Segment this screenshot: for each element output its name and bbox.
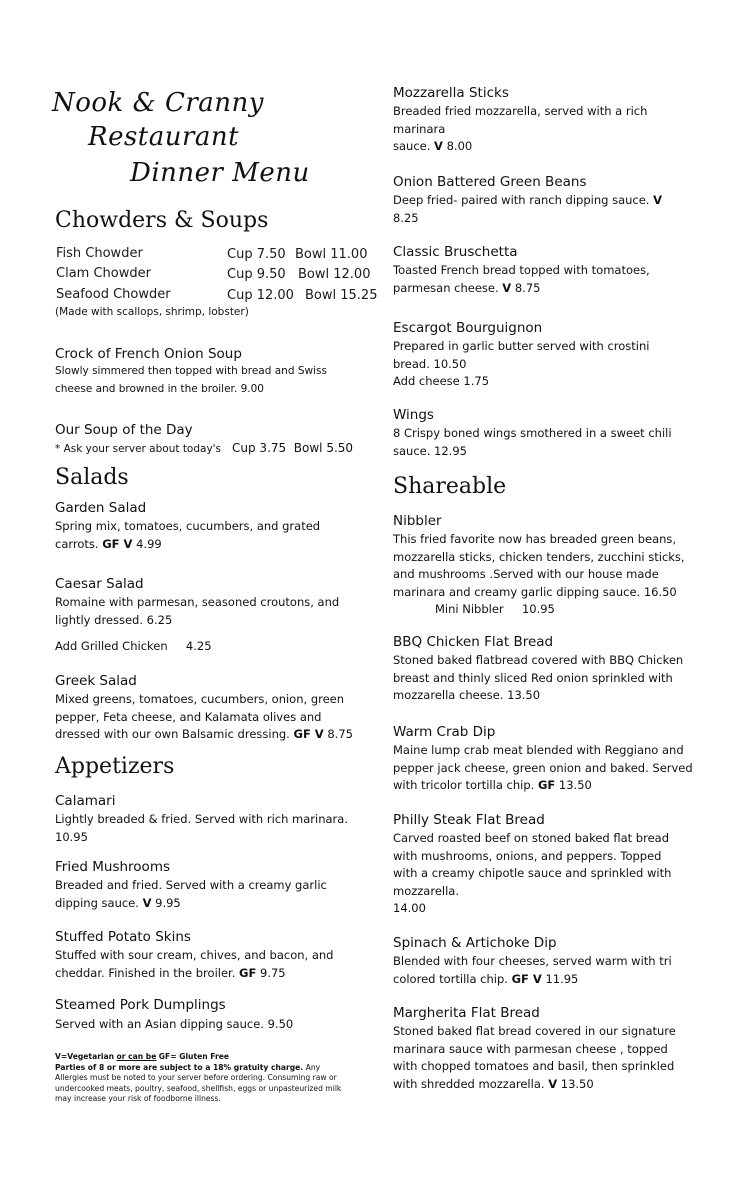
mozzarella-sticks-price: 8.00 (446, 139, 473, 153)
salads-heading: Salads (55, 465, 129, 490)
mozzarella-sticks-text2: sauce. (393, 139, 431, 153)
restaurant-subtitle: Restaurant (88, 122, 240, 152)
greek-salad-desc (55, 691, 355, 744)
philly-flatbread-desc: Carved roasted beef on stoned baked flat bread with mushrooms, onions, and peppers. Topped with a creamy chipotle sauce and sprinkled with mozzarella. (393, 831, 672, 898)
chowder-bowl-price: Bowl 12.00 (298, 267, 371, 282)
diet-tag: V (548, 1076, 558, 1091)
mozzarella-sticks-desc (393, 103, 668, 156)
spinach-dip-name: Spinach & Artichoke Dip (393, 935, 557, 951)
shareable-heading: Shareable (393, 474, 507, 499)
potato-skins-name: Stuffed Potato Skins (55, 929, 191, 945)
gratuity-note: Parties of 8 or more are subject to a 18% gratuity charge. (55, 1062, 304, 1072)
fried-mushrooms-text: Breaded and fried. Served with a creamy garlic dipping sauce. (55, 878, 327, 910)
potato-skins-text: Stuffed with sour cream, chives, and bacon, and cheddar. Finished in the broiler. (55, 948, 334, 980)
soup-bowl-price: Bowl 5.50 (293, 441, 354, 455)
legend-or: or can be (116, 1052, 157, 1061)
escargot-addon: Add cheese 1.75 (393, 374, 490, 388)
crab-dip-desc (393, 742, 693, 795)
green-beans-price: 8.25 (393, 210, 419, 225)
fried-mushrooms-name: Fried Mushrooms (55, 859, 171, 875)
chowder-name: Fish Chowder (56, 246, 143, 261)
fried-mushrooms-price: 9.95 (155, 895, 181, 910)
fried-mushrooms-desc (55, 877, 345, 912)
potato-skins-desc (55, 947, 350, 982)
dumplings-desc: Served with an Asian dipping sauce. 9.50 (55, 1017, 294, 1031)
menu-footnote (55, 1052, 355, 1105)
diet-tag: GF (537, 778, 556, 792)
diet-tag: V (434, 139, 443, 153)
appetizers-heading: Appetizers (55, 754, 175, 779)
philly-flatbread-price: 14.00 (393, 901, 426, 915)
wings-name: Wings (393, 407, 434, 423)
mozzarella-sticks-text: Breaded fried mozzarella, served with a rich marinara (393, 104, 648, 136)
caesar-salad-name: Caesar Salad (55, 576, 144, 592)
escargot-desc: Prepared in garlic butter served with crostini bread. 10.50 (393, 339, 650, 371)
spinach-dip-text: Blended with four cheeses, served warm with tri colored tortilla chip. (393, 954, 672, 986)
crab-dip-name: Warm Crab Dip (393, 724, 496, 740)
chowder-cup-price: Cup 9.50 (227, 267, 286, 282)
bbq-flatbread-name: BBQ Chicken Flat Bread (393, 634, 554, 650)
diet-tag: V (653, 193, 663, 207)
crab-dip-text: Maine lump crab meat blended with Reggiano and pepper jack cheese, green onion and baked. Served with tricolor tortilla chip. (393, 743, 693, 792)
onion-soup-desc: Slowly simmered then topped with bread and Swiss cheese and browned in the broiler. 9.00 (55, 365, 327, 395)
diet-tag: GF (239, 965, 257, 980)
add-chicken-label: Add Grilled Chicken (55, 639, 168, 653)
margherita-flatbread-desc (393, 1023, 693, 1093)
garden-salad-text: Spring mix, tomatoes, cucumbers, and grated carrots. (55, 519, 321, 551)
footnote-text (55, 1063, 355, 1105)
nibbler-name: Nibbler (393, 513, 442, 529)
chowder-cup-price: Cup 12.00 (227, 288, 294, 303)
margherita-flatbread-name: Margherita Flat Bread (393, 1005, 540, 1021)
onion-soup-name: Crock of French Onion Soup (55, 346, 242, 362)
diet-tag: GF V (102, 536, 133, 551)
chowder-name: Seafood Chowder (56, 287, 171, 302)
diet-tag: V (142, 895, 152, 910)
legend-vegetarian: V=Vegetarian (55, 1052, 115, 1061)
caesar-salad-desc: Romaine with parmesan, seasoned croutons, and lightly dressed. 6.25 (55, 595, 340, 627)
add-chicken-row (55, 638, 345, 656)
greek-salad-name: Greek Salad (55, 673, 137, 689)
garden-salad-price: 4.99 (136, 536, 162, 551)
bruschetta-desc (393, 262, 668, 297)
calamari-desc: Lightly breaded & fried. Served with rich marinara. 10.95 (55, 812, 348, 844)
greek-salad-text: Mixed greens, tomatoes, cucumbers, onion, green pepper, Feta cheese, and Kalamata olives and dressed with our own Balsamic dressing. (55, 692, 345, 741)
escargot-name: Escargot Bourguignon (393, 320, 543, 336)
add-chicken-price: 4.25 (185, 639, 212, 653)
nibbler-desc: This fried favorite now has breaded green beans, mozzarella sticks, chicken tenders, zucchini sticks, and mushrooms .Served with our house made marinara and creamy garlic dipping sauce. 16.50 (393, 532, 685, 599)
spinach-dip-price: 11.95 (545, 971, 579, 986)
chowder-name: Clam Chowder (56, 266, 151, 281)
dumplings-name: Steamed Pork Dumplings (55, 997, 226, 1013)
green-beans-name: Onion Battered Green Beans (393, 174, 587, 190)
crab-dip-price: 13.50 (558, 778, 592, 792)
chowder-bowl-price: Bowl 15.25 (305, 288, 378, 303)
mini-nibbler-price: 10.95 (521, 602, 555, 616)
bruschetta-price: 8.75 (514, 280, 541, 295)
margherita-flatbread-text: Stoned baked flat bread covered in our signature marinara sauce with parmesan cheese , topped with chopped tomatoes and basil, then sprinkled with shredded mozzarella. (393, 1024, 676, 1091)
diet-tag: GF V (511, 971, 542, 986)
margherita-flatbread-price: 13.50 (560, 1076, 594, 1091)
allergy-warning: Any Allergies must be noted to your server before ordering. Consuming raw or undercooked meats, poultry, seafood, shellfish, eggs or unpasteurized milk may increase your risk of foodborne illness. (55, 1062, 342, 1103)
soup-cup-price: Cup 3.75 (232, 441, 287, 455)
soup-of-day-row (55, 440, 375, 459)
menu-title: Dinner Menu (130, 158, 310, 188)
mini-nibbler-label: Mini Nibbler (435, 602, 504, 616)
calamari-name: Calamari (55, 793, 116, 809)
chowder-note: (Made with scallops, shrimp, lobster) (55, 306, 249, 318)
chowder-cup-price: Cup 7.50 (227, 247, 286, 262)
bbq-flatbread-desc: Stoned baked flatbread covered with BBQ Chicken breast and thinly sliced Red onion sprinkled with mozzarella cheese. 13.50 (393, 653, 684, 702)
greek-salad-price: 8.75 (327, 727, 353, 741)
legend-gluten-free: GF= Gluten Free (158, 1052, 230, 1061)
diet-tag: GF V (293, 727, 324, 741)
restaurant-name: Nook & Cranny (52, 88, 264, 118)
soup-of-day-desc: * Ask your server about today's (55, 443, 222, 455)
diet-legend (55, 1052, 355, 1063)
garden-salad-desc (55, 518, 345, 553)
green-beans-desc (393, 192, 668, 227)
chowder-bowl-price: Bowl 11.00 (295, 247, 368, 262)
wings-desc: 8 Crispy boned wings smothered in a sweet chili sauce. 12.95 (393, 426, 672, 458)
green-beans-text: Deep fried- paired with ranch dipping sauce. (393, 193, 650, 207)
bruschetta-text: Toasted French bread topped with tomatoes, parmesan cheese. (393, 263, 650, 295)
chowders-heading: Chowders & Soups (55, 208, 269, 233)
philly-flatbread-name: Philly Steak Flat Bread (393, 812, 545, 828)
spinach-dip-desc (393, 953, 693, 988)
garden-salad-name: Garden Salad (55, 500, 147, 516)
mini-nibbler-row (435, 601, 685, 619)
mozzarella-sticks-name: Mozzarella Sticks (393, 85, 509, 101)
potato-skins-price: 9.75 (259, 965, 286, 980)
bruschetta-name: Classic Bruschetta (393, 244, 518, 260)
diet-tag: V (502, 280, 512, 295)
soup-of-day-name: Our Soup of the Day (55, 422, 193, 438)
